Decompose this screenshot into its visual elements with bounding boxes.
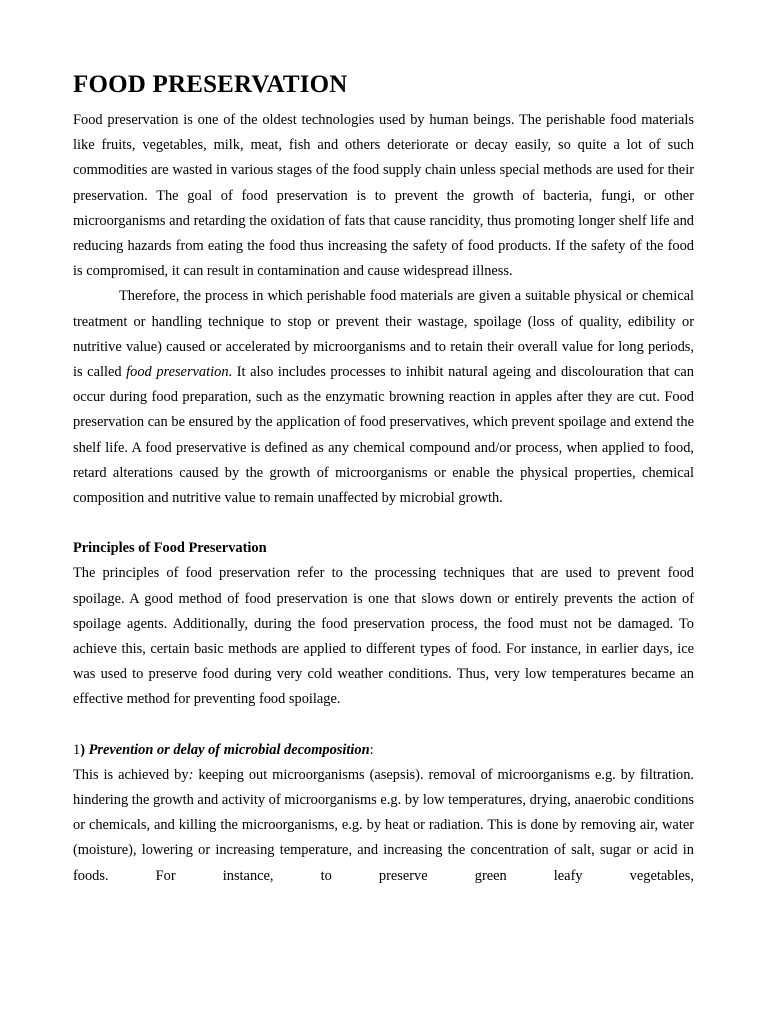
document-page (73, 66, 694, 889)
point-1-number: 1 (73, 741, 81, 758)
point-1-heading: Prevention or delay of microbial decomposition (88, 741, 370, 758)
point-1-heading-line (73, 738, 694, 763)
intro-paragraph-1: Food preservation is one of the oldest technologies used by human beings. The perishable food materials like fruits, vegetables, milk, meat, fish and others deteriorate or decay easily, so quite a lot of such commodities are wasted in various stages of the food supply chain unless special methods are used for their preservation. The goal of food preservation is to prevent the growth of bacteria, fungi, or other microorganisms and retarding the oxidation of fats that cause rancidity, thus promoting longer shelf life and reducing hazards from eating the food thus increasing the safety of food products. If the safety of the food is compromised, it can result in contamination and cause widespread illness. (73, 112, 694, 280)
point-1-paragraph (73, 763, 694, 889)
intro-paragraph-2 (73, 284, 694, 511)
principles-paragraph: The principles of food preservation refer to the processing techniques that are used to prevent food spoilage. A good method of food preservation is one that slows down or entirely prevents the action of spoilage agents. Additionally, during the food preservation process, the food must not be damaged. To achieve this, certain basic methods are applied to different types of food. For instance, in earlier days, ice was used to preserve food during very cold weather conditions. Thus, very low temperatures became an effective method for preventing food spoilage. (73, 565, 694, 708)
principles-heading: Principles of Food Preservation (73, 540, 267, 557)
intro-p2-before: Therefore, the process in which perishable food materials are given a suitable physical or chemical treatment or handling technique to stop or prevent their wastage, spoilage (loss of quality, edibility or nutritive value) caused or accelerated by microorganisms and to retain their overall value for long periods, is called (73, 288, 694, 381)
intro-p2-after: . It also includes processes to inhibit natural ageing and discolouration that can occur during food preparation, such as the enzymatic browning reaction in apples after they are cut. Food preservation can be ensured by the application of food preservatives, which prevent spoilage and extend the shelf life. A food preservative is defined as any chemical compound and/or process, when applied to food, retard alterations caused by the growth of microorganisms or enable the physical properties, chemical composition and nutritive value to remain unaffected by microbial growth. (73, 364, 695, 507)
point-1-colon: : (369, 741, 374, 758)
point-1-text: keeping out microorganisms (asepsis). removal of microorganisms e.g. by filtration. hindering the growth and activity of microorganisms e.g. by low temperatures, drying, anaerobic conditions or chemicals, and killing the microorganisms, e.g. by heat or radiation. This is done by removing air, water (moisture), lowering or increasing temperature, and increasing the concentration of salt, sugar or acid in foods. For instance, to preserve green leafy vegetables, (73, 766, 694, 884)
intro-p2-term: food preservation (126, 364, 229, 381)
point-1-paren: ) (80, 741, 85, 758)
document-title: FOOD PRESERVATION (73, 71, 348, 98)
spacer (73, 713, 694, 738)
spacer (73, 511, 694, 536)
point-1-text-colon: : (188, 766, 194, 783)
point-1-text-lead: This is achieved by (73, 766, 189, 783)
